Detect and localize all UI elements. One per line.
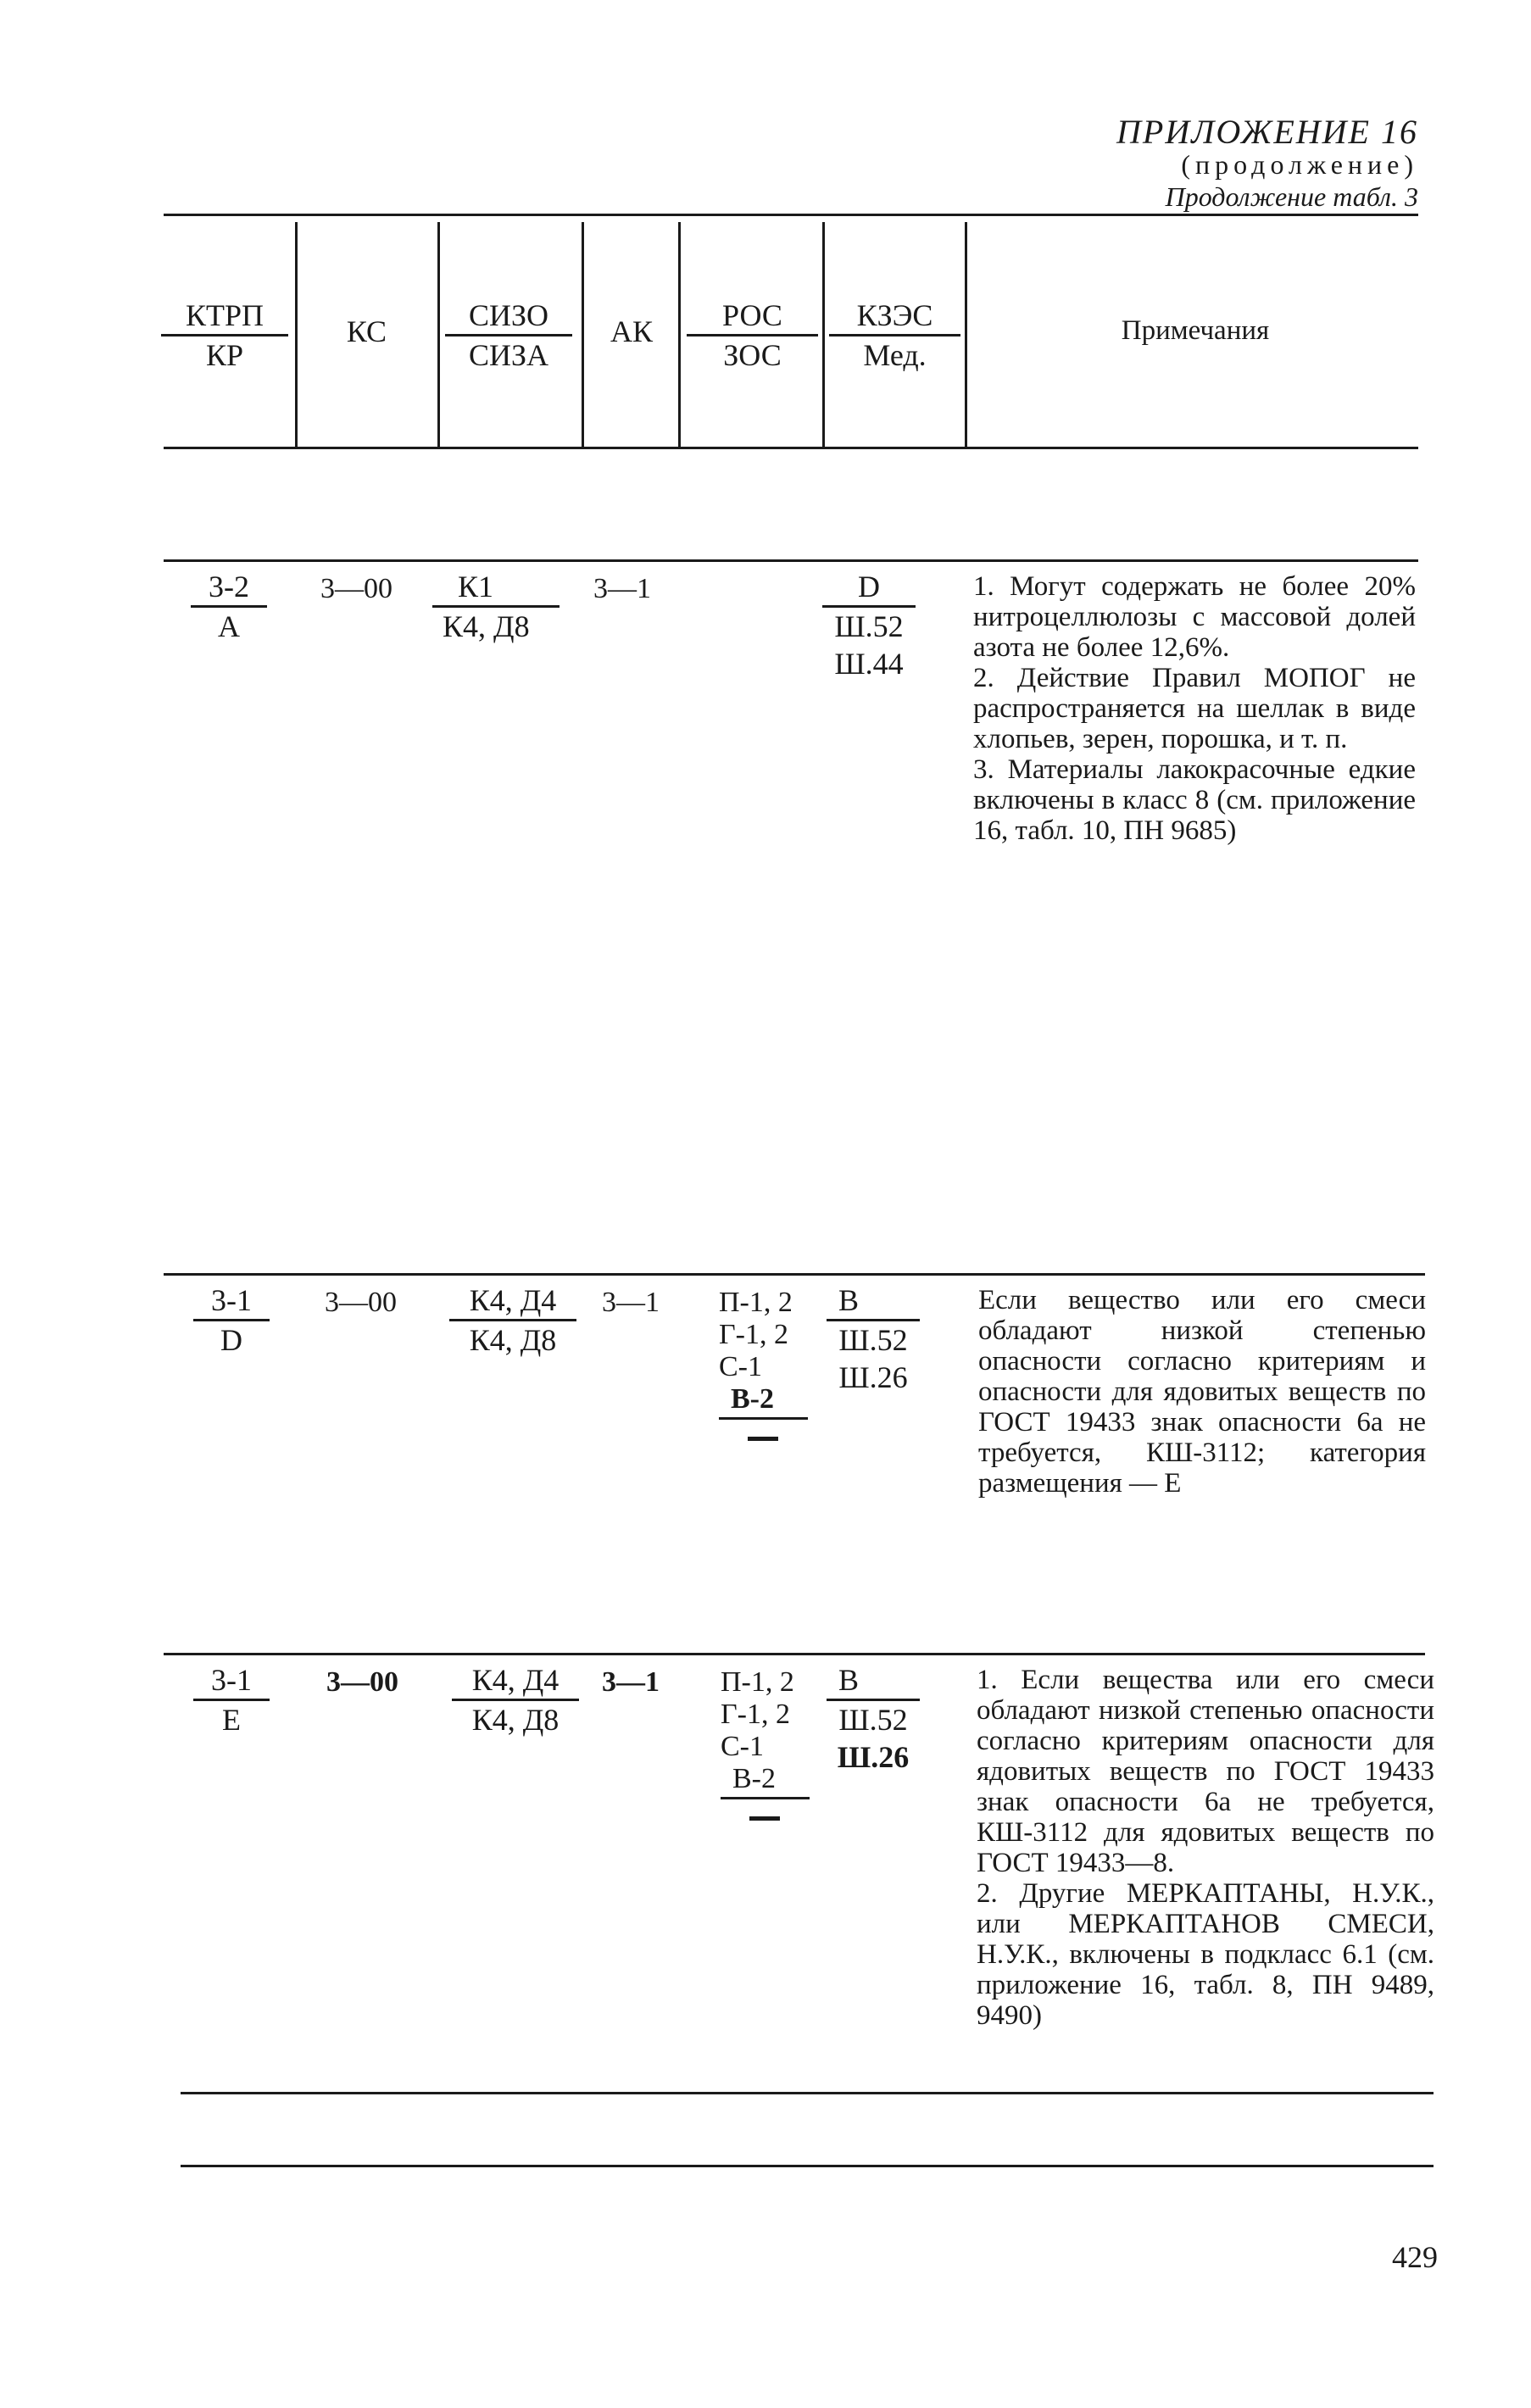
zos-value-dash (748, 1437, 778, 1441)
ros-value: П-1, 2 (719, 1287, 793, 1318)
kr-value: Е (193, 1699, 270, 1738)
sizo-value: К4, Д4 (471, 1663, 560, 1697)
ktrp-value: 3-1 (211, 1283, 252, 1317)
ros-header: РОС (722, 298, 782, 332)
table-top-rule (164, 214, 1418, 216)
ak-value: 3—1 (602, 1666, 660, 1698)
table-bottom-rule (181, 2092, 1434, 2094)
column-divider (437, 222, 440, 447)
row3-kzes-med (827, 1661, 920, 1776)
row3-sizo-siza (452, 1661, 579, 1738)
med-value-1: Ш.52 (827, 1699, 920, 1738)
ros-zos-rule (719, 1417, 808, 1420)
appendix-title: ПРИЛОЖЕНИЕ 16 (1116, 113, 1418, 151)
row-rule (164, 1273, 1425, 1276)
kzes-header: КЗЭС (856, 298, 933, 332)
kr-header: КР (161, 334, 288, 374)
col-header-ros-zos (687, 297, 818, 374)
ros-value: П-1, 2 (721, 1666, 794, 1698)
row-rule (164, 1653, 1425, 1655)
row1-kzes-med (822, 568, 916, 682)
col-header-kzes-med (829, 297, 960, 374)
column-divider (822, 222, 825, 447)
row1-ktrp-kr (191, 568, 267, 645)
ak-header: АК (610, 314, 653, 348)
note-paragraph: Если вещество или его смеси обладают низкой степенью опасности согласно критериям и опасности для ядовитых веществ по ГОСТ 19433 знак опасности 6а не требуется, КШ-3112; категория размещения — Е (978, 1285, 1426, 1499)
table-continued-label: Продолжение табл. 3 (1165, 181, 1418, 212)
row1-sizo-siza (432, 568, 560, 645)
ks-value: 3—00 (326, 1666, 398, 1698)
row-rule (164, 559, 1418, 562)
row2-notes (978, 1285, 1426, 1499)
med-header: Мед. (829, 334, 960, 374)
kzes-value: В (838, 1663, 860, 1697)
ktrp-header: КТРП (185, 298, 264, 332)
note-paragraph: 1. Если вещества или его смеси обладают низкой степенью опасности согласно критериям опасности для ядовитых веществ по ГОСТ 19433 знак опасности 6а не требуется, КШ-3112 для ядовитых веществ по ГОСТ 19433—8. (977, 1665, 1434, 1878)
ktrp-value: 3-2 (209, 570, 249, 603)
ks-value: 3—00 (325, 1287, 397, 1318)
med-value-2: Ш.26 (837, 1740, 910, 1774)
notes-header: Примечания (1121, 315, 1270, 346)
ros-zos-rule (721, 1797, 810, 1799)
siza-header: СИЗА (445, 334, 572, 374)
note-paragraph: 2. Действие Правил МОПОГ не распространяется на шеллак в виде хлопьев, зерен, порошка, и т. п. (973, 663, 1416, 754)
siza-value: К4, Д8 (452, 1699, 579, 1738)
row3-ros-zos (721, 1666, 814, 1821)
med-value-1: Ш.52 (827, 1319, 920, 1359)
sizo-header: СИЗО (468, 298, 549, 332)
column-divider (295, 222, 298, 447)
ks-value: 3—00 (320, 573, 392, 604)
row2-ros-zos (719, 1287, 812, 1441)
note-paragraph: 2. Другие МЕРКАПТАНЫ, Н.У.К., или МЕРКАПТАНОВ СМЕСИ, Н.У.К., включены в подкласс 6.1 (см. приложение 16, табл. 8, ПН 9489, 9490) (977, 1878, 1434, 2031)
kr-value: D (193, 1319, 270, 1359)
row3-ktrp-kr (193, 1661, 270, 1738)
kzes-value: D (858, 570, 880, 603)
col-header-ktrp-kr (161, 297, 288, 374)
siza-value: К4, Д8 (432, 605, 560, 645)
ros-value: Г-1, 2 (721, 1699, 790, 1730)
header-bottom-rule (164, 447, 1418, 449)
ros-value: В-2 (732, 1763, 776, 1794)
ros-value: В-2 (731, 1383, 774, 1415)
column-divider (678, 222, 681, 447)
sizo-value: К4, Д4 (469, 1283, 557, 1317)
row3-notes (977, 1665, 1434, 2031)
page-number: 429 (1392, 2240, 1438, 2274)
med-value-2: Ш.44 (834, 647, 904, 681)
ks-header: КС (346, 314, 387, 348)
column-divider (965, 222, 967, 447)
zos-value-dash (749, 1816, 780, 1821)
ros-value: Г-1, 2 (719, 1319, 788, 1350)
row2-kzes-med (827, 1282, 920, 1396)
med-value-2: Ш.26 (838, 1360, 908, 1394)
continued-label: (продолжение) (1181, 149, 1418, 180)
ak-value: 3—1 (593, 573, 651, 604)
col-header-sizo-siza (445, 297, 572, 374)
ros-value: С-1 (719, 1351, 762, 1382)
row2-sizo-siza (449, 1282, 576, 1359)
row2-ktrp-kr (193, 1282, 270, 1359)
ros-value: С-1 (721, 1731, 764, 1762)
sizo-value: К1 (458, 570, 494, 603)
ak-value: 3—1 (602, 1287, 660, 1318)
note-paragraph: 1. Могут содержать не более 20% нитроцеллюлозы с массовой долей азота не более 12,6%. (973, 571, 1416, 663)
kr-value: А (191, 605, 267, 645)
column-divider (582, 222, 584, 447)
zos-header: ЗОС (687, 334, 818, 374)
kzes-value: В (838, 1283, 860, 1317)
page-bottom-rule (181, 2165, 1434, 2167)
ktrp-value: 3-1 (211, 1663, 252, 1697)
row1-notes (973, 571, 1416, 846)
note-paragraph: 3. Материалы лакокрасочные едкие включены в класс 8 (см. приложение 16, табл. 10, ПН 9685) (973, 754, 1416, 846)
med-value-1: Ш.52 (822, 605, 916, 645)
siza-value: К4, Д8 (449, 1319, 576, 1359)
